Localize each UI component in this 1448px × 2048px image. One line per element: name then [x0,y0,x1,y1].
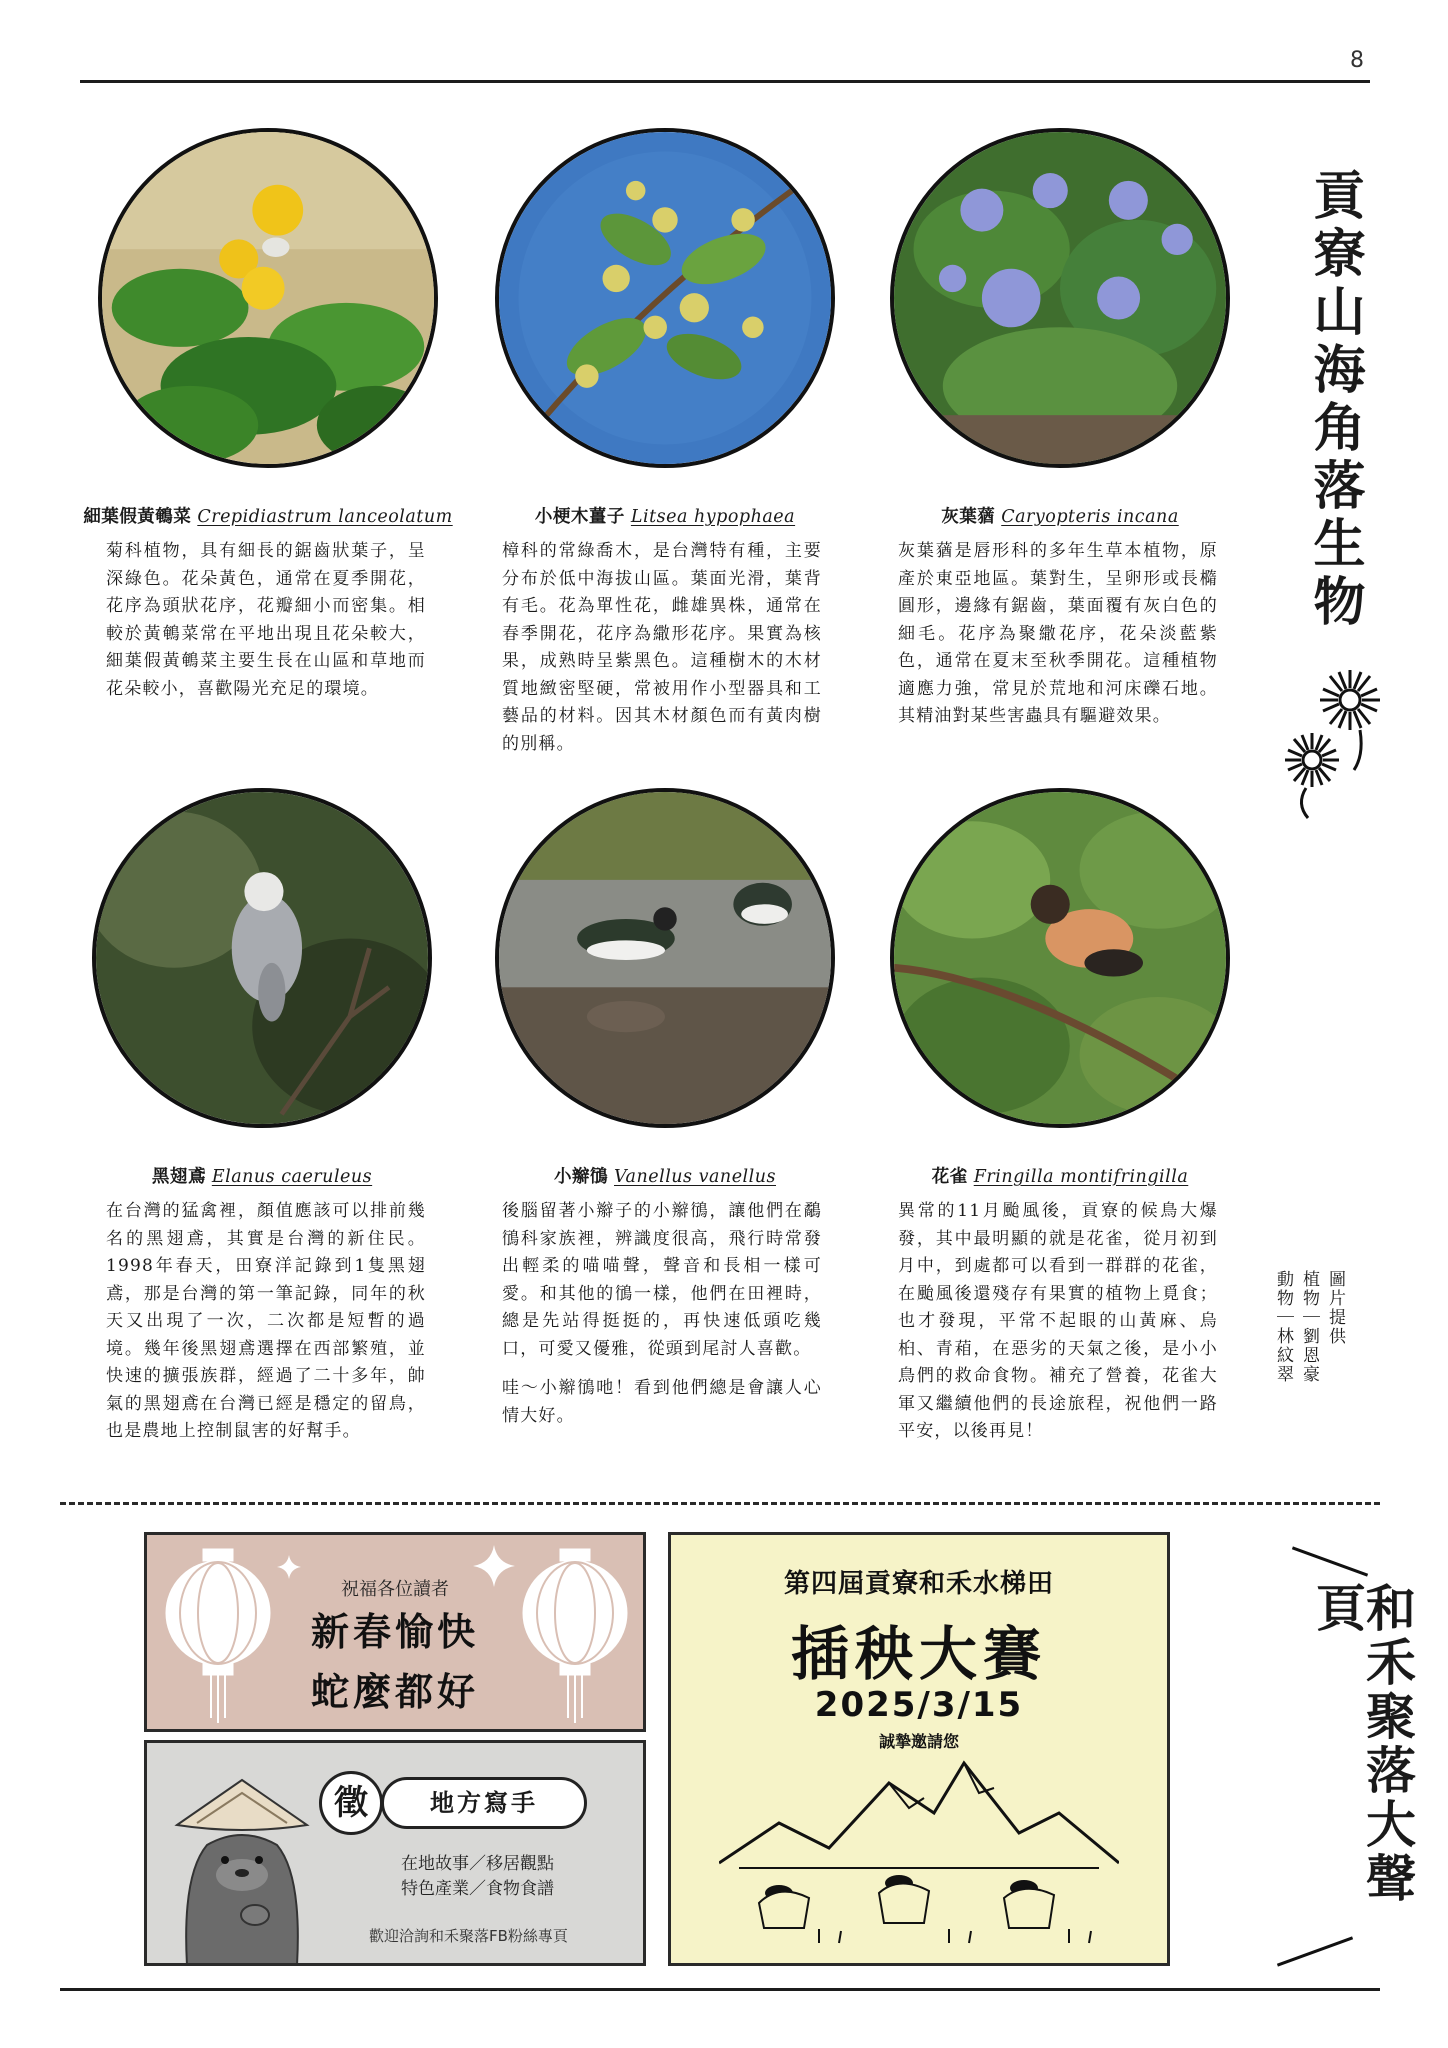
photo-elanus [92,788,432,1128]
bottom-title-text: 和禾聚落大聲頁 [1308,1582,1416,1906]
desc-caryopteris [898,538,1218,743]
newyear-greeting-box [144,1532,646,1732]
page-number: 8 [1350,48,1364,73]
desc-paragraph: 哇～小辮鴴吔！看到他們總是會讓人心情大好。 [502,1378,822,1426]
bottom-title [1308,1582,1416,1942]
desc-litsea [502,538,822,770]
rice-planting-event-box [668,1532,1170,1966]
caption-vanellus [475,1163,855,1188]
title-slash-top [1292,1546,1368,1576]
caption-litsea [475,503,855,528]
writers-line1: 在地故事／移居觀點 [401,1854,554,1874]
desc-paragraph: 異常的11月颱風後，貢寮的候鳥大爆發，其中最明顯的就是花雀，從月初到月中，到處都可以看到一群群的花雀，在颱風後還殘存有果實的植物上覓食；也才發現，平常不起眼的山黃麻、烏桕、青葙，在惡劣的天氣之後，是小小鳥們的救命食物。補充了營養，花雀大軍又繼續他們的長途旅程，祝他們一路平安，以後再見！ [898,1201,1218,1441]
newyear-greeting: 祝福各位讀者 [341,1579,449,1600]
writers-line2: 特色產業／食物食譜 [401,1879,554,1899]
event-invite: 誠摯邀請您 [878,1732,959,1751]
species-latin: Vanellus vanellus [614,1167,776,1187]
species-name: 小梗木薑子 [534,507,625,527]
desc-paragraph: 後腦留著小辮子的小辮鴴，讓他們在鷸鴴科家族裡，辨識度很高，飛行時常發出輕柔的喵喵聲，聲音和長相一樣可愛。和其他的鴴一樣，他們在田裡時，總是先站得挺挺的，再快速低頭吃幾口，可愛又優雅，從頭到尾討人喜歡。 [502,1201,822,1359]
desc-crepidiastrum [106,538,426,715]
event-title: 插秧大賽 [790,1620,1047,1688]
caption-crepidiastrum [78,503,458,528]
bottom-rule [60,1988,1380,1991]
species-latin: Litsea hypophaea [630,507,796,527]
desc-elanus [106,1198,426,1458]
species-latin: Crepidiastrum lanceolatum [197,507,453,527]
event-line1: 第四屆貢寮和禾水梯田 [783,1569,1054,1599]
desc-paragraph: 菊科植物，具有細長的鋸齒狀葉子，呈深綠色。花朵黃色，通常在夏季開花，花序為頭狀花序，花瓣細小而密集。相較於黃鵪菜常在平地出現且花朵較大，細葉假黃鵪菜主要生長在山區和草地而花朵較小，喜歡陽光充足的環境。 [106,541,426,699]
desc-paragraph: 灰葉蕕是唇形科的多年生草本植物，原產於東亞地區。葉對生，呈卵形或長橢圓形，邊緣有鋸齒，葉面覆有灰白色的細毛。花序為聚繖花序，花朵淡藍紫色，通常在夏末至秋季開花。這種植物適應力強，常見於荒地和河床礫石地。其精油對某些害蟲具有驅避效果。 [898,541,1218,726]
credits-animals: 動物｜林紋翠 [1273,1270,1293,1384]
recruit-badge: 徵 [319,1771,383,1835]
species-latin: Elanus caeruleus [211,1167,373,1187]
species-name: 小辮鴴 [554,1167,608,1187]
species-latin: Fringilla montifringilla [973,1167,1189,1187]
desc-vanellus [502,1198,822,1442]
section-title: 貢寮山海角落生物 [1304,168,1364,632]
species-name: 黑翅鳶 [151,1167,206,1187]
credits-heading: 圖片提供 [1325,1270,1345,1346]
top-rule [80,80,1370,83]
photo-litsea [495,128,835,468]
caption-fringilla [870,1163,1250,1188]
species-name: 花雀 [931,1167,968,1187]
local-writers-title: 地方寫手 [381,1777,587,1829]
writers-footer: 歡迎洽詢和禾聚落FB粉絲專頁 [369,1927,568,1945]
section-divider [60,1502,1380,1505]
species-name: 細葉假黃鵪菜 [83,507,192,527]
credits-plants: 植物｜劉恩豪 [1299,1270,1319,1384]
photo-fringilla [890,788,1230,1128]
caption-elanus [72,1163,452,1188]
photo-crepidiastrum [98,128,438,468]
event-date: 2025/3/15 [814,1685,1024,1725]
flower-decoration-icon [1270,660,1400,820]
otter-mascot-icon [167,1765,317,1965]
caption-caryopteris [870,503,1250,528]
species-latin: Caryopteris incana [1001,507,1179,527]
newyear-line2: 蛇麼都好 [310,1670,479,1714]
desc-paragraph: 樟科的常綠喬木，是台灣特有種，主要分布於低中海拔山區。葉面光滑，葉背有毛。花為單性花，雌雄異株，通常在春季開花，花序為繖形花序。果實為核果，成熟時呈紫黑色。這種樹木的木材質地緻密堅硬，常被用作小型器具和工藝品的材料。因其木材顏色而有黃肉樹的別稱。 [502,541,822,754]
desc-fringilla [898,1198,1218,1458]
photo-caryopteris [890,128,1230,468]
desc-paragraph: 在台灣的猛禽裡，顏值應該可以排前幾名的黑翅鳶，其實是台灣的新住民。1998年春天，田寮洋記錄到1隻黑翅鳶，那是台灣的第一筆記錄，同年的秋天又出現了一次，二次都是短暫的過境。幾年後黑翅鳶選擇在西部繁殖，並快速的擴張族群，經過了二十多年，帥氣的黑翅鳶在台灣已經是穩定的留鳥，也是農地上控制鼠害的好幫手。 [106,1201,426,1441]
species-name: 灰葉蕕 [941,507,996,527]
photo-credits [1268,1270,1346,1440]
newyear-line1: 新春愉快 [310,1610,479,1654]
rice-planting-illustration [719,1753,1119,1953]
photo-vanellus [495,788,835,1128]
local-writers-box [144,1740,646,1966]
